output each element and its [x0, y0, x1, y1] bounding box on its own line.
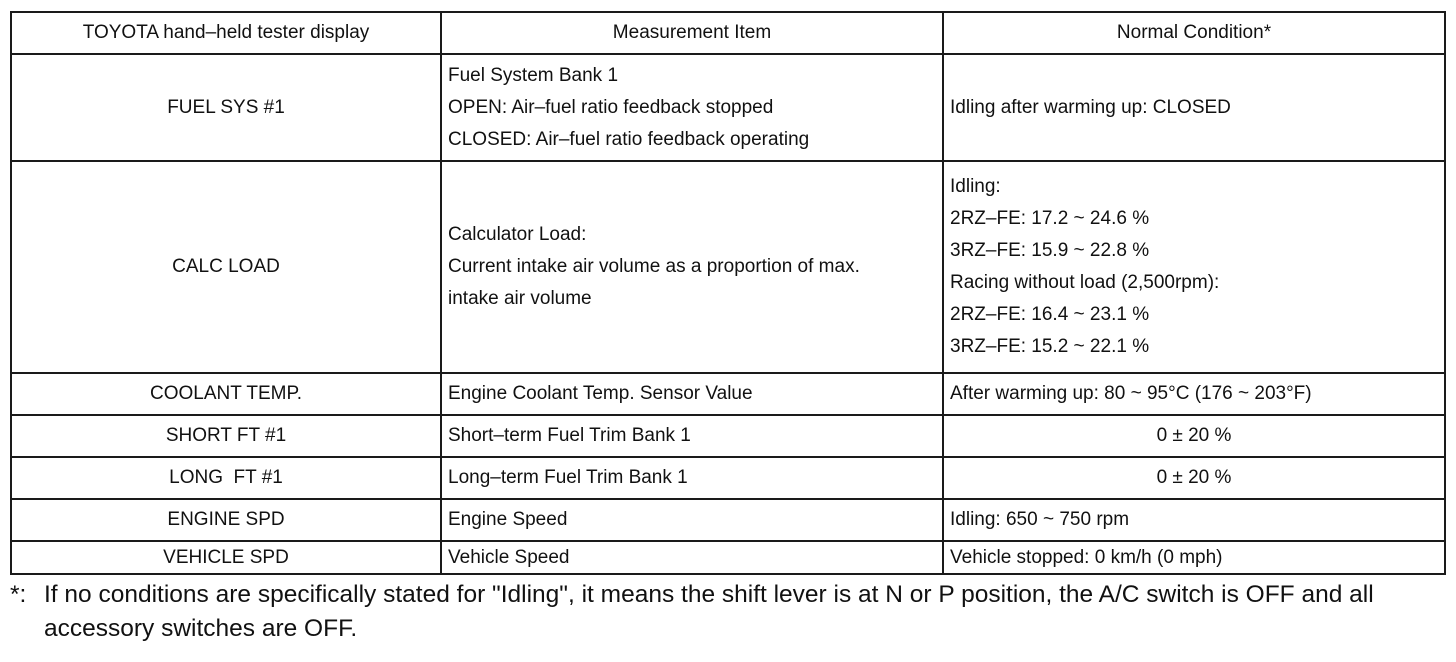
row-condition-engine-spd [943, 499, 1445, 541]
table-row [11, 499, 1445, 541]
footnote-mark: *: [10, 581, 27, 608]
item-line: Current intake air volume as a proportion of max. [448, 256, 860, 277]
item-line: Fuel System Bank 1 [448, 64, 619, 86]
row-display-coolant-temp: COOLANT TEMP. [11, 373, 441, 415]
row-condition-coolant-temp [943, 373, 1445, 415]
condition-line: Idling after warming up: CLOSED [950, 96, 1231, 118]
item-line: Engine Speed [448, 509, 568, 530]
item-line: CLOSED: Air–fuel ratio feedback operating [448, 128, 810, 150]
table-row [11, 415, 1445, 457]
condition-line: 2RZ–FE: 16.4 ~ 23.1 % [950, 304, 1150, 325]
row-condition-calc-load [943, 161, 1445, 373]
header-measurement-item: Measurement Item [441, 12, 943, 54]
row-display-calc-load: CALC LOAD [11, 161, 441, 373]
table-row [11, 161, 1445, 373]
row-condition-vehicle-spd [943, 541, 1445, 574]
condition-line: 3RZ–FE: 15.2 ~ 22.1 % [950, 336, 1150, 357]
footnote [10, 578, 1450, 646]
table-header-row [11, 12, 1445, 54]
table-row [11, 54, 1445, 161]
table-row [11, 373, 1445, 415]
display-label: LONG FT #1 [169, 467, 283, 488]
condition-line: Racing without load (2,500rpm): [950, 272, 1220, 293]
row-display-engine-spd: ENGINE SPD [11, 499, 441, 541]
row-item-coolant-temp [441, 373, 943, 415]
condition-line: 3RZ–FE: 15.9 ~ 22.8 % [950, 240, 1150, 261]
item-line: Long–term Fuel Trim Bank 1 [448, 467, 688, 488]
row-item-short-ft [441, 415, 943, 457]
item-line: Engine Coolant Temp. Sensor Value [448, 383, 753, 404]
condition-line: 0 ± 20 % [1156, 467, 1232, 488]
item-line: Calculator Load: [448, 224, 587, 245]
row-item-long-ft [441, 457, 943, 499]
condition-line: Idling: [950, 176, 1001, 197]
row-item-vehicle-spd [441, 541, 943, 574]
table-row [11, 541, 1445, 574]
row-display-vehicle-spd: VEHICLE SPD [11, 541, 441, 574]
header-tester-display: TOYOTA hand–held tester display [11, 12, 441, 54]
row-display-long-ft [11, 457, 441, 499]
condition-line: 0 ± 20 % [1156, 425, 1232, 446]
condition-line: After warming up: 80 ~ 95°C (176 ~ 203°F) [950, 383, 1312, 404]
header-normal-condition: Normal Condition* [943, 12, 1445, 54]
condition-line: 2RZ–FE: 17.2 ~ 24.6 % [950, 208, 1150, 229]
item-line: OPEN: Air–fuel ratio feedback stopped [448, 96, 774, 118]
row-item-calc-load [441, 161, 943, 373]
row-display-fuel-sys: FUEL SYS #1 [11, 54, 441, 161]
row-item-fuel-sys [441, 54, 943, 161]
tester-data-table [10, 11, 1446, 575]
row-condition-fuel-sys [943, 54, 1445, 161]
row-display-short-ft: SHORT FT #1 [11, 415, 441, 457]
footnote-text: If no conditions are specifically stated for "Idling", it means the shift lever is at N or P position, the A/C switch is OFF and all accessory switches are OFF. [44, 581, 1374, 642]
row-condition-long-ft [943, 457, 1445, 499]
item-line: Short–term Fuel Trim Bank 1 [448, 425, 691, 446]
row-condition-short-ft [943, 415, 1445, 457]
row-item-engine-spd [441, 499, 943, 541]
item-line: Vehicle Speed [448, 546, 570, 568]
condition-line: Vehicle stopped: 0 km/h (0 mph) [950, 546, 1223, 568]
item-line: intake air volume [448, 288, 592, 309]
table-row [11, 457, 1445, 499]
condition-line: Idling: 650 ~ 750 rpm [950, 509, 1130, 530]
